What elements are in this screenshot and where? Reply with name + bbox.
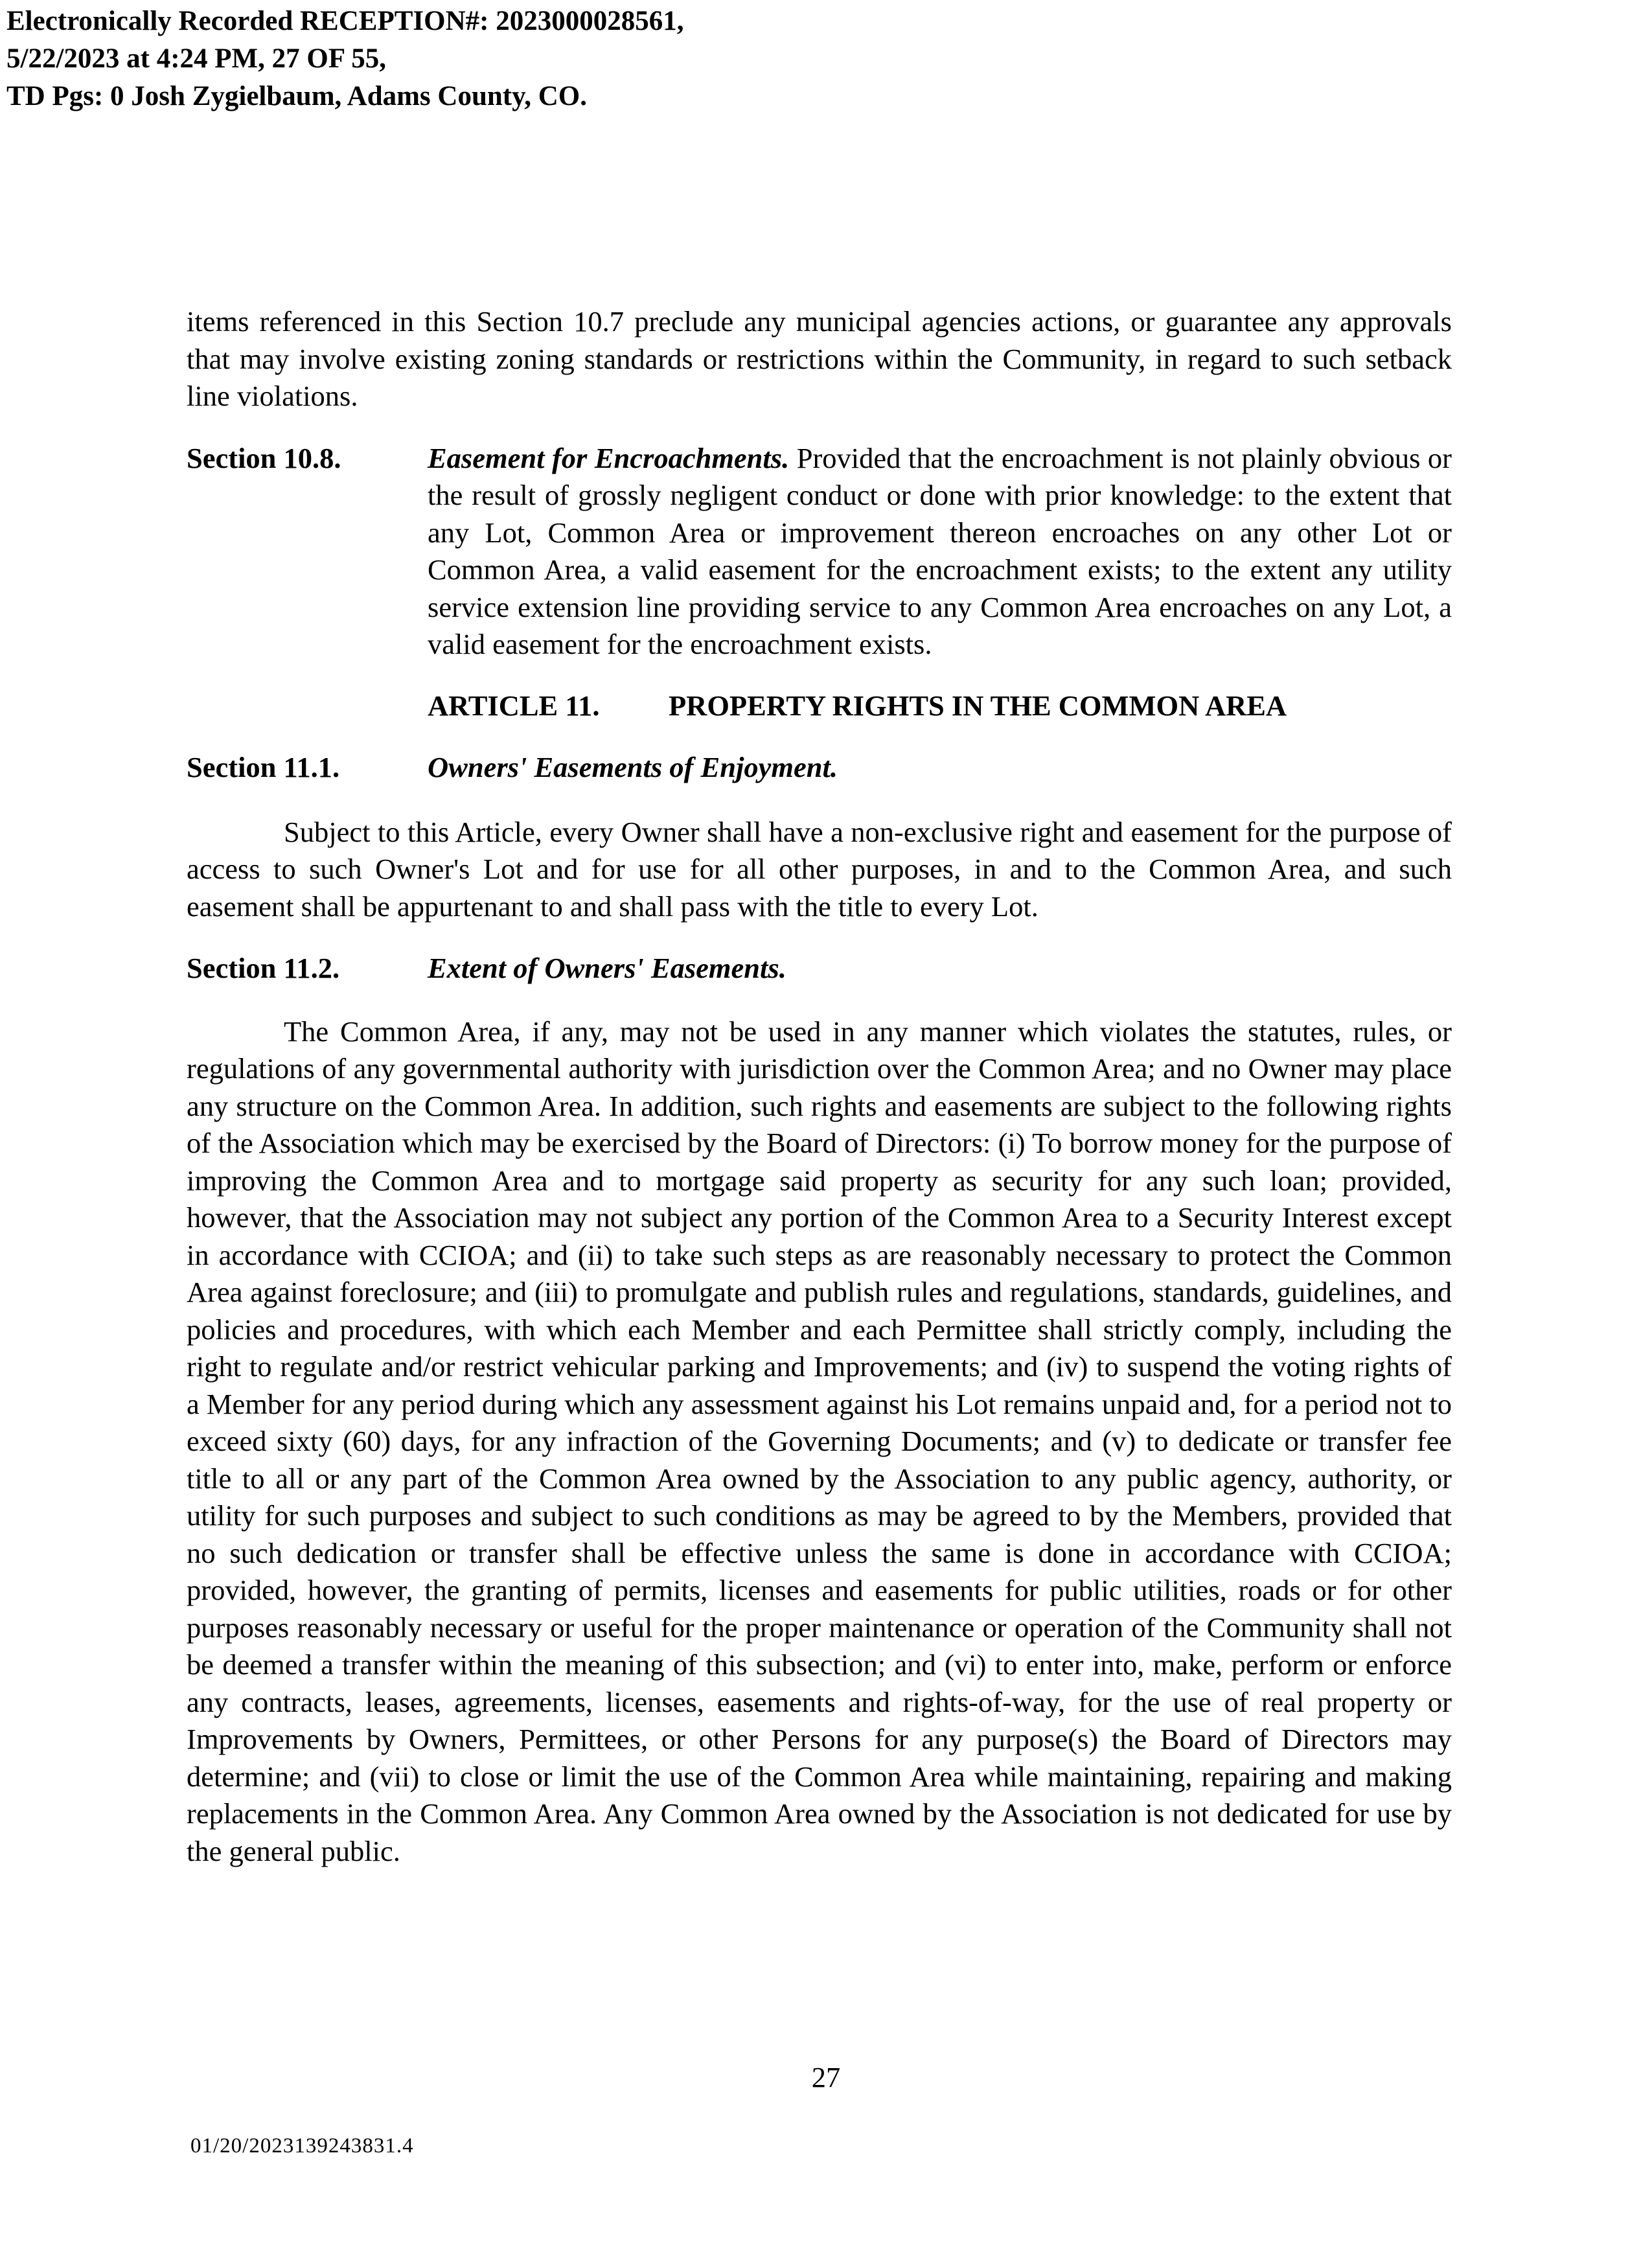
section-label: Section 10.8. [187,441,341,474]
section-text: Provided that the encroachment is not plainly obvious or the result of grossly negligent conduct or done with prior knowledge: to the extent that any Lot, Common Area or improvement thereon encroaches on any other Lot or Common Area, a valid easement for the encroachment exists; to the extent any utility service extension line providing service to any Common Area encroaches on any Lot, a valid easement for the encroachment exists. [428,441,1452,660]
continuation-paragraph: items referenced in this Section 10.7 preclude any municipal agencies actions, or guarantee any approvals that may involve existing zoning standards or restrictions within the Community, in regard to such setback line violations. [187,305,1452,412]
article-heading [187,687,1452,725]
recording-stamp [6,3,683,115]
section-11-1-heading [187,749,1452,787]
page-body [187,303,1452,1870]
page-number-text: 27 [811,2061,841,2093]
section-label: Section 11.2. [187,952,340,984]
section-body [428,440,1452,663]
section-10-8 [187,440,1452,663]
article-title: PROPERTY RIGHTS IN THE COMMON AREA [669,689,1287,722]
stamp-line-recorder: TD Pgs: 0 Josh Zygielbaum, Adams County, CO. [6,81,587,111]
section-title: Owners' Easements of Enjoyment. [428,751,838,783]
article-number: ARTICLE 11. [428,689,600,722]
section-label: Section 11.1. [187,751,340,783]
page-number [0,2059,1652,2096]
stamp-line-date: 5/22/2023 at 4:24 PM, 27 OF 55, [6,43,387,74]
section-11-1-paragraph: Subject to this Article, every Owner shall have a non-exclusive right and easement for the purpose of access to such Owner's Lot and for use for all other purposes, in and to the Common Area, and such easement shall be appurtenant to and shall pass with the title to every Lot. [187,815,1452,923]
section-title: Easement for Encroachments. [428,441,790,474]
section-11-2-heading [187,950,1452,987]
section-11-2-paragraph: The Common Area, if any, may not be used in any manner which violates the statutes, rules, or regulations of any governmental authority with jurisdiction over the Common Area; and no Owner may place any structure on the Common Area. In addition, such rights and easements are subject to the following rights of the Association which may be exercised by the Board of Directors: (i) To borrow money for the purpose of improving the Common Area and to mortgage said property as security for any such loan; provided, however, that the Association may not subject any portion of the Common Area to a Security Interest except in accordance with CCIOA; and (ii) to take such steps as are reasonably necessary to protect the Common Area against foreclosure; and (iii) to promulgate and publish rules and regulations, standards, guidelines, and policies and procedures, with which each Member and each Permittee shall strictly comply, including the right to regulate and/or restrict vehicular parking and Improvements; and (iv) to suspend the voting rights of a Member for any period during which any assessment against his Lot remains unpaid and, for a period not to exceed sixty (60) days, for any infraction of the Governing Documents; and (v) to dedicate or transfer fee title to all or any part of the Common Area owned by the Association to any public agency, authority, or utility for such purposes and subject to such conditions as may be agreed to by the Members, provided that no such dedication or transfer shall be effective unless the same is done in accordance with CCIOA; provided, however, the granting of permits, licenses and easements for public utilities, roads or for other purposes reasonably necessary or useful for the proper maintenance or operation of the Community shall not be deemed a transfer within the meaning of this subsection; and (vi) to enter into, make, perform or enforce any contracts, leases, agreements, licenses, easements and rights-of-way, for the use of real property or Improvements by Owners, Permittees, or other Persons for any purpose(s) the Board of Directors may determine; and (vii) to close or limit the use of the Common Area while maintaining, repairing and making replacements in the Common Area. Any Common Area owned by the Association is not dedicated for use by the general public. [187,1015,1452,1867]
document-id: 01/20/2023139243831.4 [190,2134,414,2158]
section-title: Extent of Owners' Easements. [428,952,786,984]
stamp-line-reception: Electronically Recorded RECEPTION#: 2023000028561, [6,6,684,36]
